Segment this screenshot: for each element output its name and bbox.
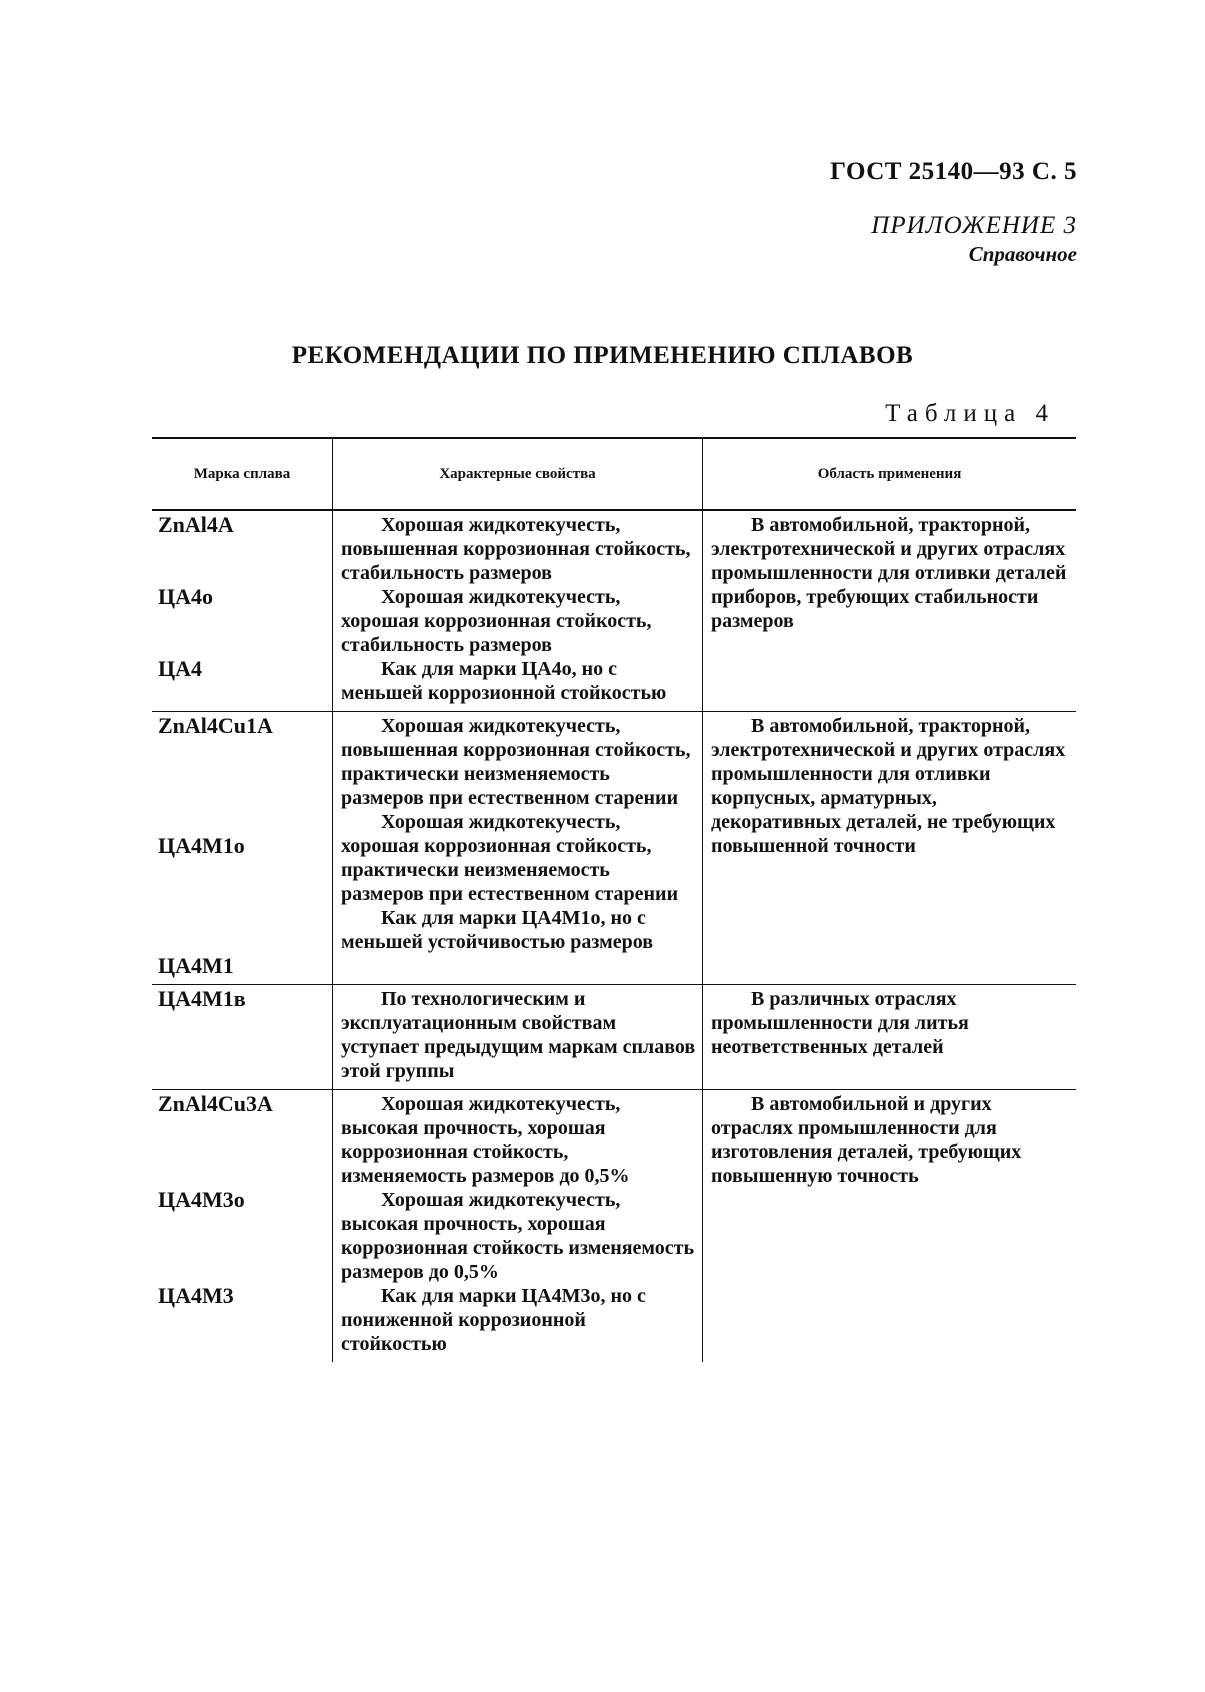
property-text: Хорошая жидкотекучесть, хорошая коррозионная стойкость, практически неизменяемость размеров при естественном старении [341, 811, 679, 905]
property-text: Как для марки ЦА4М1о, но с меньшей устойчивостью размеров [341, 907, 654, 953]
properties-column [332, 1090, 702, 1362]
appendix-type: Справочное [968, 242, 1077, 266]
column-header-grade: Марка сплава [193, 465, 291, 482]
alloy-grade: ЦА4М1 [158, 953, 234, 978]
table-group [152, 511, 1076, 712]
alloy-recommendations-table [152, 437, 1076, 1362]
property-text: Хорошая жидкотекучесть, повышенная коррозионная стойкость, практически неизменяемость размеров при естественном старении [341, 715, 691, 809]
property-text: Как для марки ЦА4о, но с меньшей коррозионной стойкостью [341, 658, 667, 704]
application-column [702, 712, 1076, 984]
property-text: Хорошая жидкотекучесть, повышенная коррозионная стойкость, стабильность размеров [341, 514, 691, 584]
application-column [702, 1090, 1076, 1362]
grade-column [152, 511, 332, 711]
property-text: Хорошая жидкотекучесть, хорошая коррозионная стойкость, стабильность размеров [341, 586, 652, 656]
appendix-label: ПРИЛОЖЕНИЕ 3 [871, 212, 1077, 239]
property-text: Хорошая жидкотекучесть, высокая прочность, хорошая коррозионная стойкость изменяемость размеров до 0,5% [341, 1189, 695, 1283]
property-text: По технологическим и эксплуатационным свойствам уступает предыдущим маркам сплавов этой группы [341, 988, 696, 1082]
property-text: Хорошая жидкотекучесть, высокая прочность, хорошая коррозионная стойкость, изменяемость размеров до 0,5% [341, 1093, 630, 1187]
column-header-application: Область применения [702, 439, 1076, 509]
alloy-grade: ЦА4М3о [158, 1187, 245, 1212]
alloy-grade: ЦА4М1о [158, 833, 245, 858]
application-text: В различных отраслях промышленности для литья неответственных деталей [711, 988, 969, 1058]
application-text: В автомобильной, тракторной, электротехнической и других отраслях промышленности для отливки деталей приборов, требующих стабильности размеров [711, 514, 1067, 632]
alloy-grade: ZnAl4A [158, 512, 234, 537]
grade-column [152, 1090, 332, 1362]
properties-column [332, 985, 702, 1089]
properties-column [332, 511, 702, 711]
table-label: Таблица 4 [885, 400, 1055, 427]
alloy-grade: ZnAl4Cu1A [158, 713, 273, 738]
alloy-grade: ЦА4о [158, 584, 213, 609]
document-code: ГОСТ 25140—93 С. 5 [830, 158, 1077, 185]
table-group [152, 1090, 1076, 1362]
alloy-grade: ЦА4М3 [158, 1283, 234, 1308]
alloy-grade: ZnAl4Cu3A [158, 1091, 273, 1116]
application-column [702, 985, 1076, 1089]
alloy-grade: ЦА4М1в [158, 986, 246, 1011]
table-group [152, 985, 1076, 1090]
table-group [152, 712, 1076, 985]
application-column [702, 511, 1076, 711]
application-text: В автомобильной и других отраслях промышленности для изготовления деталей, требующих повышенную точность [711, 1093, 1022, 1187]
grade-column [152, 985, 332, 1089]
grade-column [152, 712, 332, 984]
property-text: Как для марки ЦА4М3о, но с пониженной коррозионной стойкостью [341, 1285, 646, 1355]
table-header [152, 439, 1076, 511]
column-header-properties: Характерные свойства [332, 439, 702, 509]
application-text: В автомобильной, тракторной, электротехнической и других отраслях промышленности для отливки корпусных, арматурных, декоративных деталей, не требующих повышенной точности [711, 715, 1066, 857]
page-title: РЕКОМЕНДАЦИИ ПО ПРИМЕНЕНИЮ СПЛАВОВ [291, 342, 914, 369]
properties-column [332, 712, 702, 984]
alloy-grade: ЦА4 [158, 656, 202, 681]
